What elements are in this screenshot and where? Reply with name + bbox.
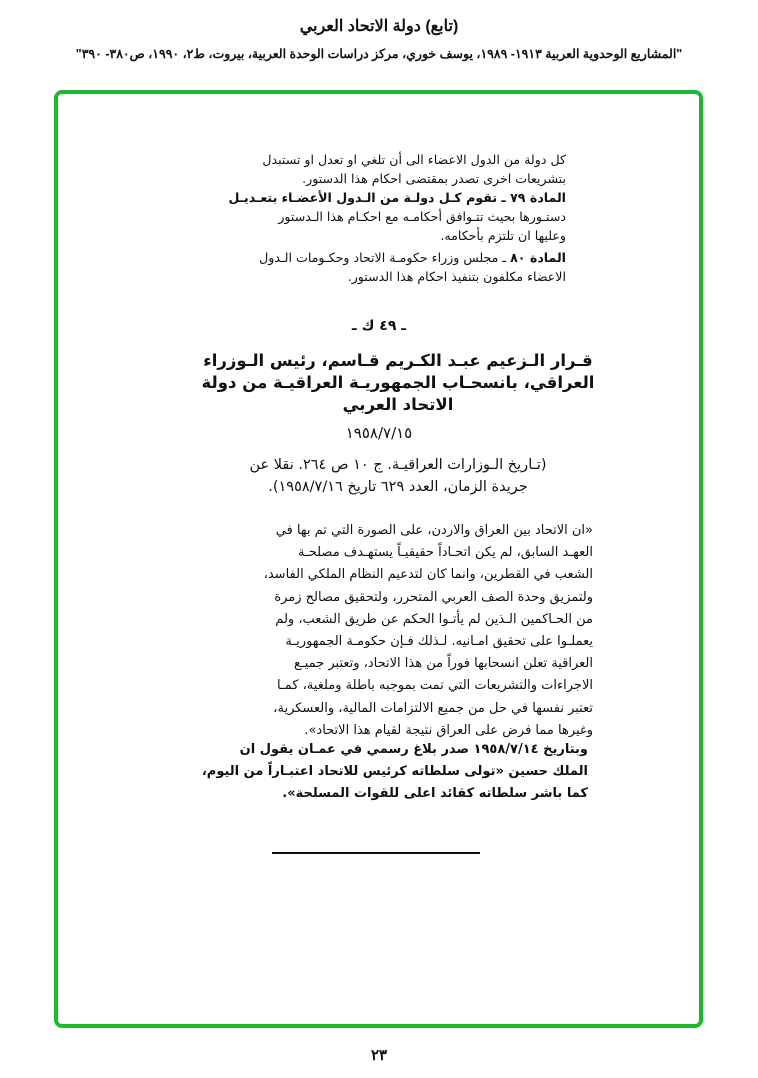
- closing-note: [193, 739, 588, 806]
- quote-line: الشعب في القطرين، وانما كان لتدعيم النظام الملكي الفاسد،: [263, 567, 593, 583]
- article-80-heading-line: المادة ٨٠ ـ مجلس وزراء حكومـة الاتحاد وحكـومات الـدول: [259, 250, 566, 265]
- separator-rule: [272, 852, 480, 854]
- article-79-label: المادة ٧٩: [510, 190, 566, 205]
- running-header-title: (تابع) دولة الاتحاد العربي: [299, 18, 459, 35]
- quote-line: يعملـوا على تحقيق امـانيه. لـذلك فـإن حكومـة الجمهوريـة: [285, 634, 593, 650]
- quote-line: العهـد السابق، لم يكن اتحـاداً حقيقيـاً يستهـدف مصلحـة: [297, 545, 593, 561]
- article-line: وعليها ان تلتزم بأحكامه.: [440, 228, 566, 243]
- quote-line: «ان الاتحاد بين العراق والاردن، على الصورة التي تم بها في: [275, 523, 593, 538]
- constitution-articles: [228, 150, 566, 286]
- article-79-heading-line: المادة ٧٩ ـ تقوم كـل دولـة من الـدول الأعضـاء بتعـديـل: [228, 190, 566, 205]
- closing-line: كما باشر سلطاته كقائد اعلى للقوات المسلحة».: [282, 786, 588, 802]
- quote-line: ولتمزيق وحدة الصف العربي المتحرر، ولتحقيق مصالح زمرة: [274, 589, 593, 605]
- article-line: كل دولة من الدول الاعضاء الى أن تلغي او تعدل او تستبدل: [262, 152, 566, 167]
- closing-line: الملك حسين «تولى سلطاته كرئيس للاتحاد اعتبـاراً من اليوم،: [201, 764, 588, 780]
- reference-line: (تـاريخ الـوزارات العراقيـة. ج ١٠ ص ٢٦٤. نقلا عن: [249, 457, 547, 473]
- document-title: [200, 350, 596, 416]
- quote-line: الاجراءات والتشريعات التي تمت بموجبه باطلة وملغية، كمـا: [277, 678, 593, 694]
- source-citation: "المشاريع الوحدوية العربية ١٩١٣- ١٩٨٩، يوسف خوري، مركز دراسات الوحدة العربية، بيروت، ط٢، ١٩٩٠، ص٣٨٠- ٣٩٠": [75, 47, 683, 61]
- article-line: الاعضاء مكلفون بتنفيذ احكام هذا الدستور.: [347, 269, 566, 284]
- quote-line: من الحـاكمين الـذين لم يأتـوا الحكم عن طريق الشعب، ولم: [275, 611, 593, 627]
- quote-line: وغيرها مما فرض على العراق نتيجة لقيام هذا الاتحاد».: [304, 722, 593, 738]
- document-reference: [200, 454, 596, 498]
- document-number: ـ ٤٩ ك ـ: [351, 318, 407, 334]
- title-line: العراقي، بانسحـاب الجمهوريـة العراقيـة من دولة: [201, 373, 595, 392]
- reference-line: جريدة الزمان، العدد ٦٢٩ تاريخ ١٩٥٨/٧/١٦).: [268, 479, 528, 495]
- article-line: دستـورها بحيث تتـوافق أحكامـه مع احكـام هذا الـدستور: [278, 209, 566, 224]
- quote-line: تعتبر نفسها في حل من جميع الالتزامات المالية، والعسكرية،: [273, 700, 593, 716]
- page-number: ٢٣: [370, 1047, 388, 1064]
- article-line: بتشريعات اخرى تصدر بمقتضى احكام هذا الدستور.: [302, 171, 566, 186]
- title-line: الاتحاد العربي: [342, 395, 454, 414]
- document-date: ١٩٥٨/٧/١٥: [345, 424, 413, 442]
- title-line: قـرار الـزعيم عبـد الكـريم قـاسم، رئيس الـوزراء: [203, 351, 593, 370]
- article-80-label: المادة ٨٠: [510, 250, 566, 265]
- quote-line: العراقية تعلن انسحابها فوراً من هذا الاتحاد، وتعتبر جميـع: [294, 656, 593, 672]
- closing-line: وبتاريخ ١٩٥٨/٧/١٤ صدر بلاغ رسمي في عمـان يقول ان: [239, 742, 588, 757]
- decision-text: [198, 520, 593, 742]
